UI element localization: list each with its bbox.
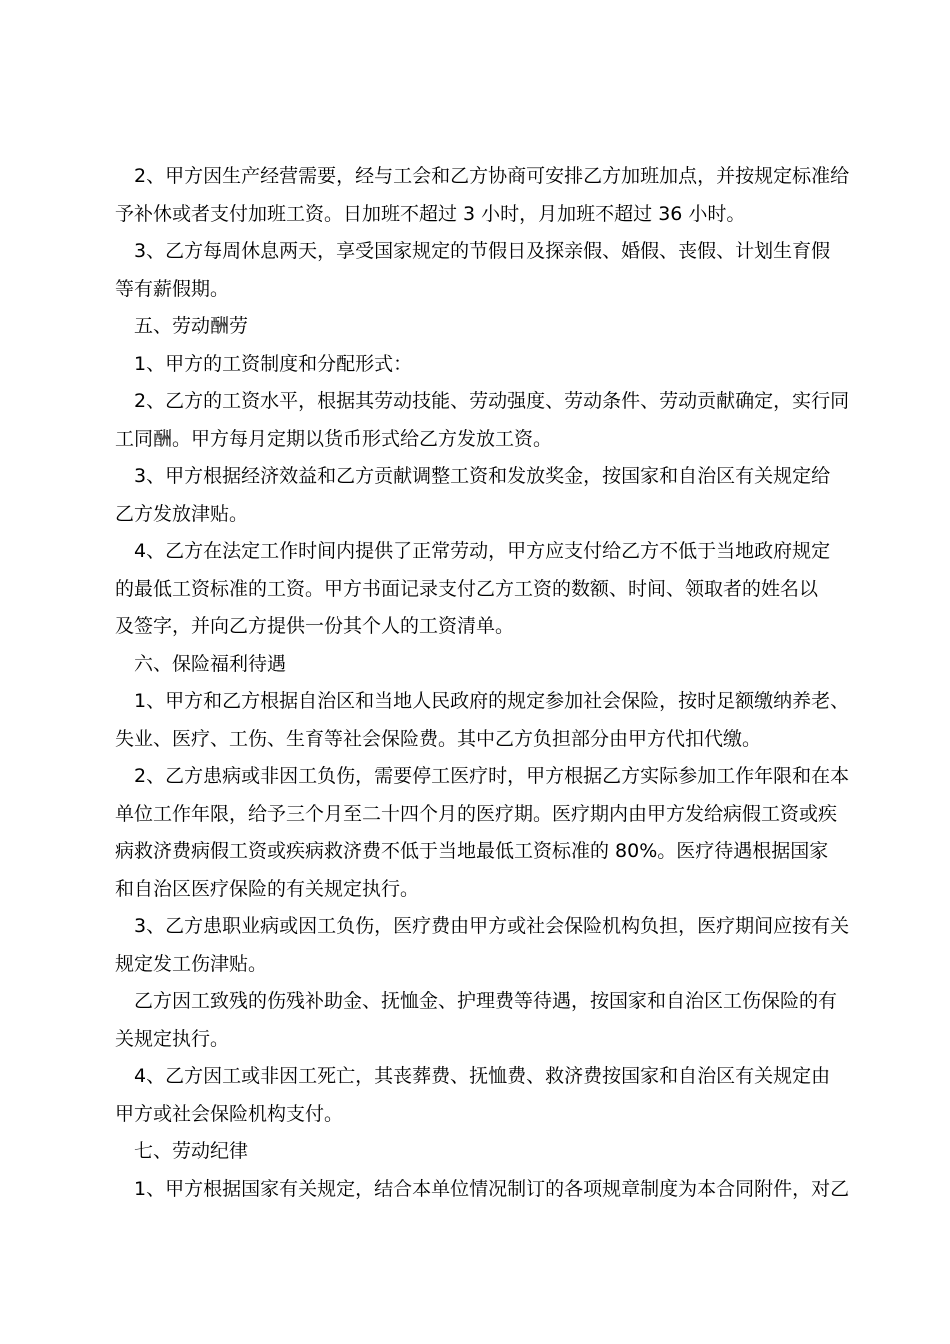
text-line: 病救济费病假工资或疾病救济费不低于当地最低工资标准的 80%。医疗待遇根据国家 xyxy=(115,840,829,862)
paragraph-social-insurance xyxy=(115,683,855,758)
text-line: 2、甲方因生产经营需要，经与工会和乙方协商可安排乙方加班加点，并按规定标准给 xyxy=(134,165,850,187)
text-line: 甲方或社会保险机构支付。 xyxy=(115,1102,344,1125)
paragraph-medical-leave xyxy=(115,758,855,908)
text-line: 3、乙方患职业病或因工负伤，医疗费由甲方或社会保险机构负担，医疗期间应按有关 xyxy=(134,915,850,937)
section-heading-discipline xyxy=(115,1133,855,1171)
paragraph-occupational-injury xyxy=(115,908,855,983)
paragraph-death-benefits xyxy=(115,1058,855,1133)
text-line: 1、甲方根据国家有关规定，结合本单位情况制订的各项规章制度为本合同附件，对乙 xyxy=(134,1177,850,1200)
paragraph-minimum-wage xyxy=(115,533,855,646)
text-line: 关规定执行。 xyxy=(115,1027,230,1050)
text-line: 予补休或者支付加班工资。日加班不超过 3 小时，月加班不超过 36 小时。 xyxy=(115,202,746,225)
paragraph-overtime xyxy=(115,158,855,233)
text-line: 2、乙方患病或非因工负伤，需要停工医疗时，甲方根据乙方实际参加工作年限和在本 xyxy=(134,765,850,787)
text-line: 乙方因工致残的伤残补助金、抚恤金、护理费等待遇，按国家和自治区工伤保险的有 xyxy=(134,990,838,1012)
text-line: 失业、医疗、工伤、生育等社会保险费。其中乙方负担部分由甲方代扣代缴。 xyxy=(115,727,762,750)
text-line: 工同酬。甲方每月定期以货币形式给乙方发放工资。 xyxy=(115,427,553,450)
section-heading-insurance xyxy=(115,646,855,684)
text-line: 和自治区医疗保险的有关规定执行。 xyxy=(115,877,420,900)
section-heading: 五、劳动酬劳 xyxy=(134,315,249,337)
text-line: 及签字，并向乙方提供一份其个人的工资清单。 xyxy=(115,615,515,637)
text-line: 规定发工伤津贴。 xyxy=(115,952,268,975)
paragraph-bonus xyxy=(115,458,855,533)
text-line: 1、甲方和乙方根据自治区和当地人民政府的规定参加社会保险，按时足额缴纳养老、 xyxy=(134,690,850,712)
text-line: 乙方发放津贴。 xyxy=(115,502,249,525)
paragraph-disability xyxy=(115,983,855,1058)
text-line: 2、乙方的工资水平，根据其劳动技能、劳动强度、劳动条件、劳动贡献确定，实行同 xyxy=(134,390,850,412)
paragraph-wage-level xyxy=(115,383,855,458)
paragraph-wage-system xyxy=(115,346,855,384)
section-heading-remuneration xyxy=(115,308,855,346)
text-line: 单位工作年限，给予三个月至二十四个月的医疗期。医疗期内由甲方发给病假工资或疾 xyxy=(115,802,838,825)
contract-body xyxy=(115,158,855,1208)
text-line: 的最低工资标准的工资。甲方书面记录支付乙方工资的数额、时间、领取者的姓名以 xyxy=(115,577,819,600)
paragraph-rest-days xyxy=(115,233,855,308)
section-heading: 六、保险福利待遇 xyxy=(134,652,287,675)
section-heading: 七、劳动纪律 xyxy=(134,1140,249,1162)
text-line: 1、甲方的工资制度和分配形式： xyxy=(134,352,413,375)
text-line: 3、乙方每周休息两天，享受国家规定的节假日及探亲假、婚假、丧假、计划生育假 xyxy=(134,240,831,262)
text-line: 4、乙方因工或非因工死亡，其丧葬费、抚恤费、救济费按国家和自治区有关规定由 xyxy=(134,1065,831,1087)
text-line: 4、乙方在法定工作时间内提供了正常劳动，甲方应支付给乙方不低于当地政府规定 xyxy=(134,540,831,562)
text-line: 等有薪假期。 xyxy=(115,277,230,300)
paragraph-regulations xyxy=(115,1171,855,1209)
text-line: 3、甲方根据经济效益和乙方贡献调整工资和发放奖金，按国家和自治区有关规定给 xyxy=(134,465,831,487)
